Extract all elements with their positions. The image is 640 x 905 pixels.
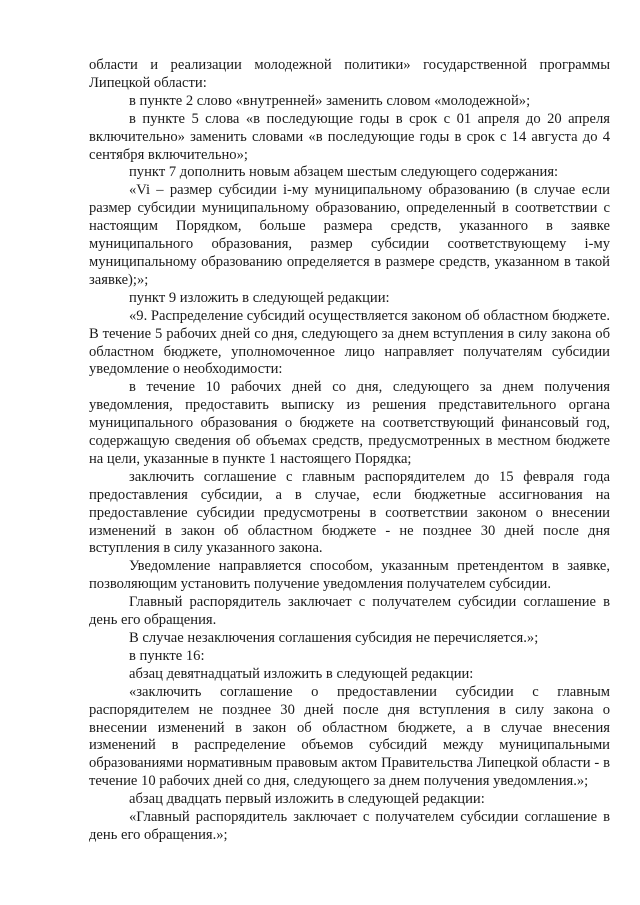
paragraph-16: абзац двадцать первый изложить в следующей редакции: xyxy=(129,791,485,808)
paragraph-3: в пункте 5 слова «в последующие годы в срок с 01 апреля до 20 апреля включительно» заменить словами «в последующие годы в срок с 14 августа до 4 сентября включительно»; xyxy=(89,110,610,163)
document-body xyxy=(89,57,610,845)
paragraph-5: «Vi – размер субсидии i-му муниципальному образованию (в случае если размер субсидии муниципальному образованию, определенный в соответствии с настоящим Порядком, больше размера средств, указанного в заявке муниципального образования, размер субсидии соответствующему i-му муниципальному образованию определяется в размере средств, указанном в такой заявке);»; xyxy=(89,182,610,288)
paragraph-1: области и реализации молодежной политики» государственной программы Липецкой области: xyxy=(89,57,610,91)
paragraph-11: Главный распорядитель заключает с получателем субсидии соглашение в день его обращения. xyxy=(89,594,610,629)
paragraph-10: Уведомление направляется способом, указанным претендентом в заявке, позволяющим установить получение уведомления получателем субсидии. xyxy=(89,558,610,593)
paragraph-8: в течение 10 рабочих дней со дня, следующего за днем получения уведомления, предоставить выписку из решения представительного органа муниципального образования о бюджете на соответствующий финансовый год, содержащую сведения об объемах средств, предусмотренных в местном бюджете на цели, указанные в пункте 1 настоящего Порядка; xyxy=(89,379,610,467)
paragraph-12: В случае незаключения соглашения субсидия не перечисляется.»; xyxy=(129,630,539,646)
paragraph-7: «9. Распределение субсидий осуществляется законом об областном бюджете. В течение 5 рабочих дней со дня, следующего за днем вступления в силу закона об областном бюджете, уполномоченное лицо направляет получателям субсидии уведомление о необходимости: xyxy=(89,307,610,378)
paragraph-4: пункт 7 дополнить новым абзацем шестым следующего содержания: xyxy=(129,164,559,181)
paragraph-17: «Главный распорядитель заключает с получателем субсидии соглашение в день его обращения.»; xyxy=(89,809,610,843)
paragraph-13: в пункте 16: xyxy=(129,647,205,664)
paragraph-14: абзац девятнадцатый изложить в следующей редакции: xyxy=(129,665,474,682)
paragraph-6: пункт 9 изложить в следующей редакции: xyxy=(129,289,390,306)
paragraph-15: «заключить соглашение о предоставлении субсидии с главным распорядителем не позднее 30 дней после дня вступления в силу закона о внесении изменений в закон об областном бюджете, а в случае внесения изменений в распределение объемов субсидий между муниципальными образованиями нормативным правовым актом Правительства Липецкой области - в течение 10 рабочих дней со дня, следующего за днем получения уведомления.»; xyxy=(89,683,610,790)
paragraph-2: в пункте 2 слово «внутренней» заменить словом «молодежной»; xyxy=(129,92,531,109)
paragraph-9: заключить соглашение с главным распорядителем до 15 февраля года предоставления субсидии, а в случае, если бюджетные ассигнования на предоставление субсидии предусмотрены в соответствии законом о внесении изменений в закон об областном бюджете - не позднее 30 дней после дня вступления в силу указанного закона. xyxy=(89,468,610,557)
